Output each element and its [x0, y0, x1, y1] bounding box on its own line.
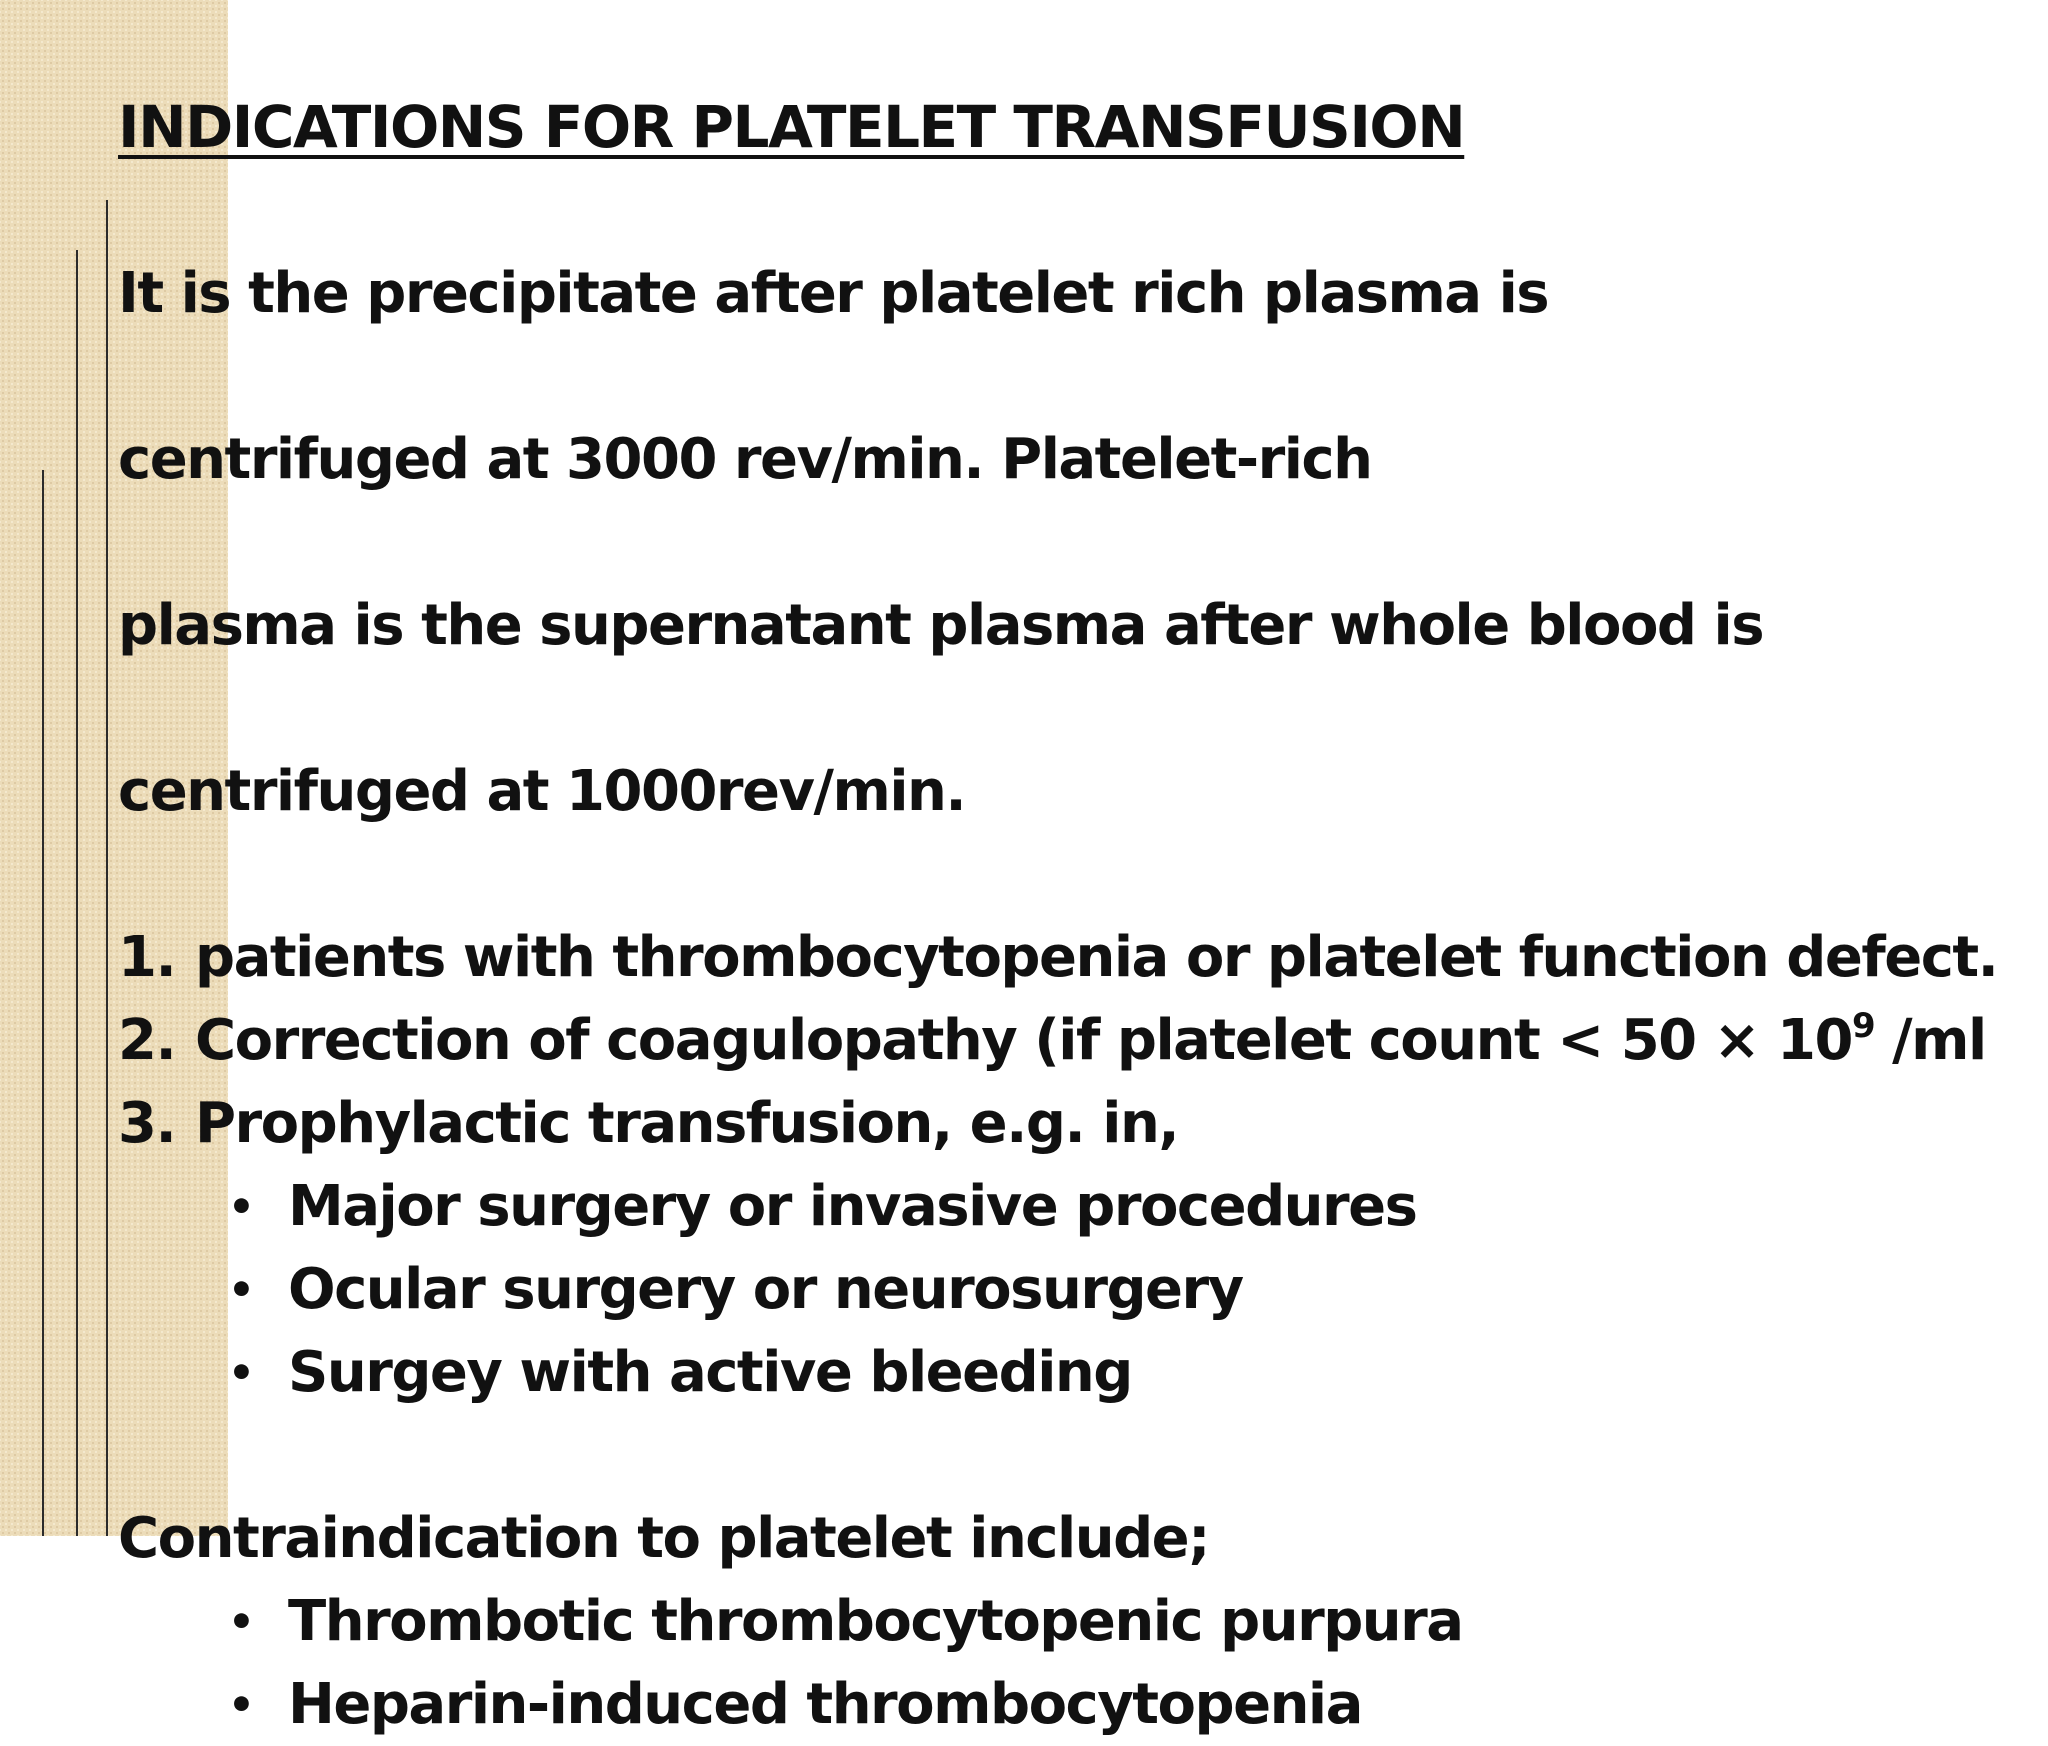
bullet-text: Ocular surgery or neurosurgery: [288, 1257, 1243, 1322]
intro-line: centrifuged at 1000rev/min.: [118, 759, 966, 824]
bullet-item: [118, 1663, 2018, 1746]
indication-item: [118, 999, 2018, 1082]
bullet-icon: •: [228, 1348, 254, 1397]
spacer: [118, 1414, 2018, 1497]
indication-text: Prophylactic transfusion, e.g. in,: [195, 1091, 1179, 1156]
item-number: 1.: [118, 925, 176, 990]
bullet-text: Heparin-induced thrombocytopenia: [288, 1672, 1362, 1737]
intro-paragraph: [118, 169, 2018, 916]
indication-item: [118, 1082, 2018, 1165]
bullet-item: [118, 1331, 2018, 1414]
bullet-item: [118, 1580, 2018, 1663]
bullet-item: [118, 1165, 2018, 1248]
decorative-vertical-line: [106, 200, 108, 1536]
indication-item: [118, 916, 2018, 999]
item-number: 2.: [118, 1008, 176, 1073]
item-number: 3.: [118, 1091, 176, 1156]
bullet-text: Major surgery or invasive procedures: [288, 1174, 1417, 1239]
bullet-text: Thrombotic thrombocytopenic purpura: [288, 1589, 1463, 1654]
bullet-icon: •: [228, 1597, 254, 1646]
exponent: 9: [1851, 1006, 1875, 1046]
bullet-item: [118, 1248, 2018, 1331]
bullet-icon: •: [228, 1265, 254, 1314]
prophylactic-bullet-list: [118, 1165, 2018, 1414]
bullet-icon: •: [228, 1182, 254, 1231]
indication-text-unit: /ml: [1874, 1008, 1986, 1073]
intro-line: centrifuged at 3000 rev/min. Platelet-rich: [118, 427, 1372, 492]
decorative-vertical-line: [42, 470, 44, 1536]
indication-text: patients with thrombocytopenia or platelet function defect.: [195, 925, 1998, 990]
intro-line: It is the precipitate after platelet rich plasma is: [118, 261, 1549, 326]
indication-text: Correction of coagulopathy (if platelet count < 50 × 10: [195, 1008, 1852, 1073]
slide-content: [118, 86, 2018, 1746]
slide-title: INDICATIONS FOR PLATELET TRANSFUSION: [118, 93, 1465, 161]
contraindication-heading: Contraindication to platelet include;: [118, 1506, 1210, 1571]
indications-list: [118, 916, 2018, 1165]
bullet-text: Surgey with active bleeding: [288, 1340, 1132, 1405]
bullet-icon: •: [228, 1680, 254, 1729]
intro-line: plasma is the supernatant plasma after whole blood is: [118, 593, 1764, 658]
decorative-vertical-line: [76, 250, 78, 1536]
contraindication-bullet-list: [118, 1580, 2018, 1746]
